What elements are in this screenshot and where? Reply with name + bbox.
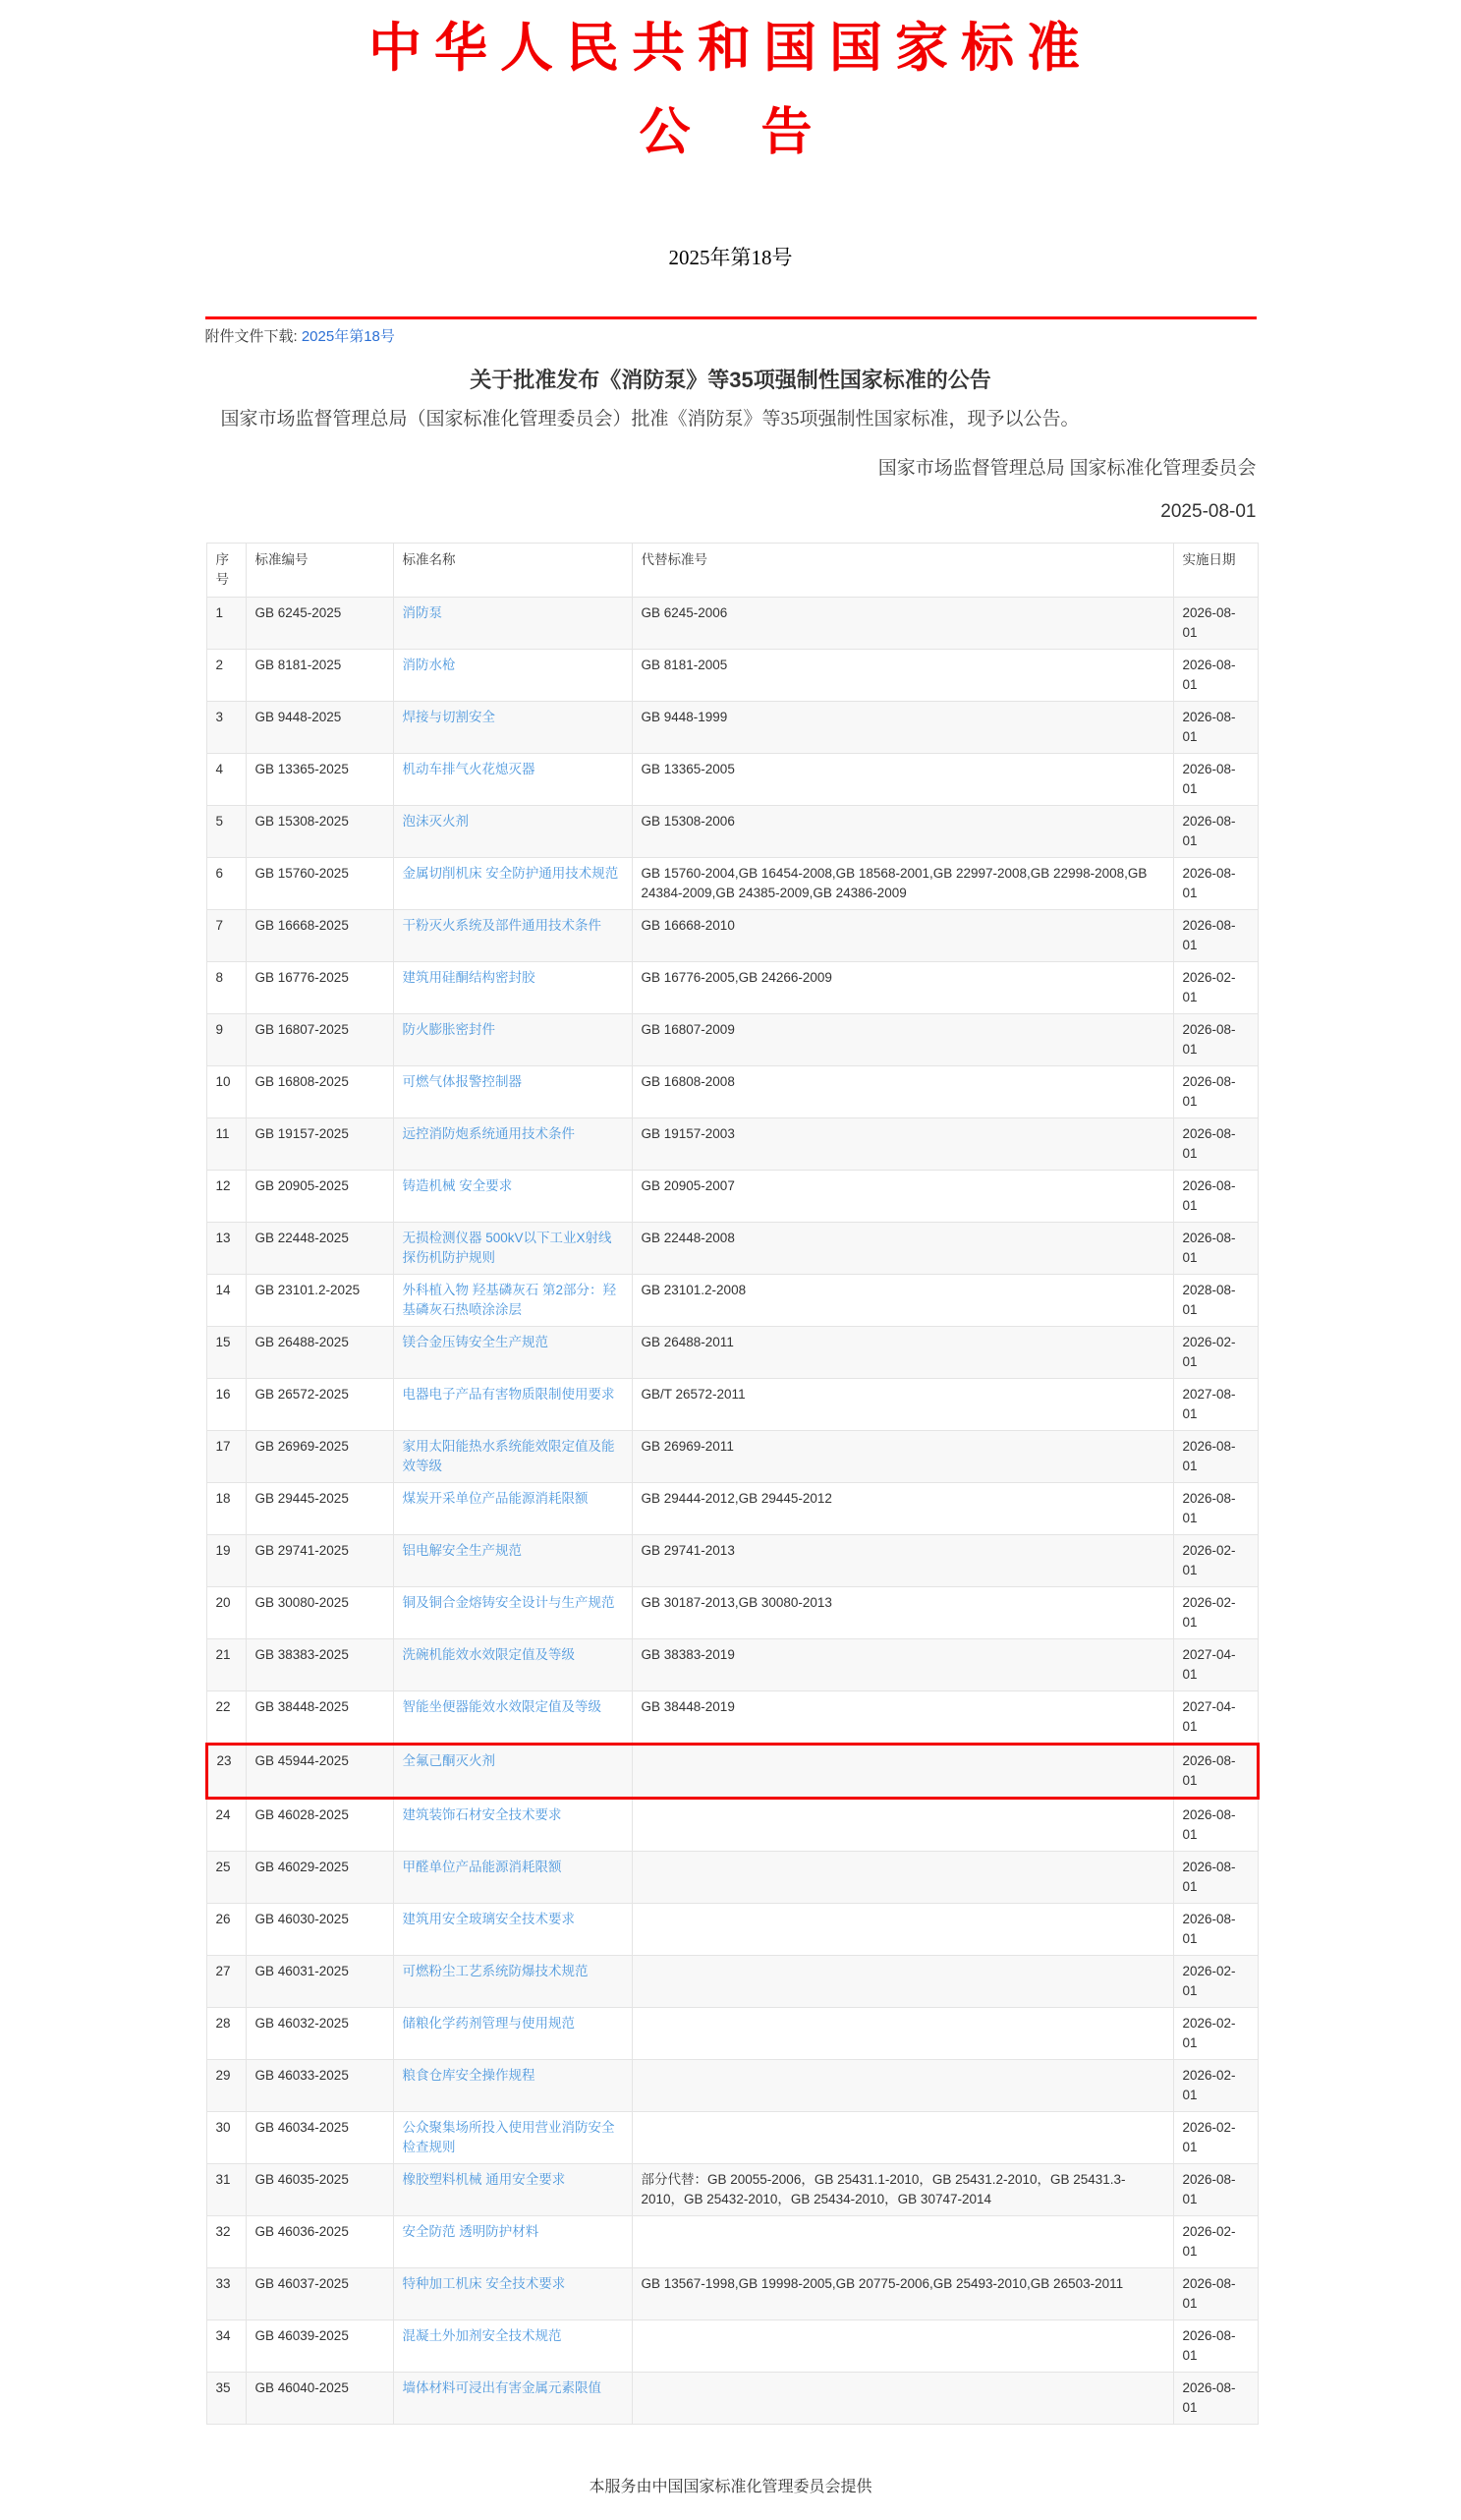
- standard-name-link[interactable]: 建筑用硅酮结构密封胶: [402, 969, 535, 985]
- cell-implementation-date: 2026-02-01: [1173, 1586, 1258, 1638]
- standard-name-link[interactable]: 可燃气体报警控制器: [402, 1073, 522, 1089]
- cell-standard-code: GB 46040-2025: [246, 2372, 393, 2424]
- cell-seq: 24: [206, 1798, 246, 1851]
- cell-replaced-codes: GB 16808-2008: [632, 1065, 1173, 1117]
- cell-standard-code: GB 46028-2025: [246, 1798, 393, 1851]
- cell-seq: 28: [206, 2007, 246, 2059]
- cell-seq: 31: [206, 2163, 246, 2215]
- table-row: [206, 2215, 1258, 2267]
- cell-implementation-date: 2026-08-01: [1173, 1013, 1258, 1065]
- cell-replaced-codes: [632, 1798, 1173, 1851]
- cell-seq: 27: [206, 1955, 246, 2007]
- cell-implementation-date: 2026-02-01: [1173, 2059, 1258, 2111]
- cell-seq: 20: [206, 1586, 246, 1638]
- cell-standard-code: GB 45944-2025: [246, 1744, 393, 1798]
- cell-implementation-date: 2026-08-01: [1173, 1903, 1258, 1955]
- cell-standard-code: GB 46036-2025: [246, 2215, 393, 2267]
- cell-standard-name: [393, 1955, 632, 2007]
- cell-replaced-codes: [632, 1903, 1173, 1955]
- standard-name-link[interactable]: 墙体材料可浸出有害金属元素限值: [402, 2379, 601, 2395]
- cell-implementation-date: 2026-08-01: [1173, 1170, 1258, 1222]
- cell-replaced-codes: GB 13365-2005: [632, 753, 1173, 805]
- cell-seq: 8: [206, 961, 246, 1013]
- cell-seq: 9: [206, 1013, 246, 1065]
- cell-replaced-codes: GB 22448-2008: [632, 1222, 1173, 1274]
- cell-standard-code: GB 26969-2025: [246, 1430, 393, 1482]
- cell-implementation-date: 2026-08-01: [1173, 1430, 1258, 1482]
- cell-replaced-codes: GB 38383-2019: [632, 1638, 1173, 1690]
- cell-seq: 16: [206, 1378, 246, 1430]
- cell-seq: 26: [206, 1903, 246, 1955]
- standard-name-link[interactable]: 甲醛单位产品能源消耗限额: [402, 1859, 562, 1874]
- cell-implementation-date: 2026-02-01: [1173, 2215, 1258, 2267]
- cell-standard-code: GB 19157-2025: [246, 1117, 393, 1170]
- cell-standard-code: GB 46033-2025: [246, 2059, 393, 2111]
- standard-name-link[interactable]: 煤炭开采单位产品能源消耗限额: [402, 1490, 589, 1506]
- cell-standard-code: GB 16668-2025: [246, 909, 393, 961]
- standard-name-link[interactable]: 机动车排气火花熄灭器: [402, 761, 535, 776]
- standard-name-link[interactable]: 金属切削机床 安全防护通用技术规范: [402, 865, 619, 881]
- cell-standard-name: [393, 1222, 632, 1274]
- standard-name-link[interactable]: 消防水枪: [402, 657, 456, 672]
- cell-seq: 25: [206, 1851, 246, 1903]
- table-row: [206, 1744, 1258, 1798]
- table-row: [206, 1690, 1258, 1744]
- cell-standard-code: GB 15760-2025: [246, 857, 393, 909]
- cell-standard-code: GB 46037-2025: [246, 2267, 393, 2320]
- table-row: [206, 1903, 1258, 1955]
- cell-standard-name: [393, 1851, 632, 1903]
- table-row: [206, 701, 1258, 753]
- table-row: [206, 2111, 1258, 2163]
- cell-replaced-codes: GB 20905-2007: [632, 1170, 1173, 1222]
- cell-standard-name: [393, 2007, 632, 2059]
- cell-seq: 11: [206, 1117, 246, 1170]
- cell-seq: 6: [206, 857, 246, 909]
- cell-implementation-date: 2026-08-01: [1173, 597, 1258, 649]
- cell-replaced-codes: [632, 1955, 1173, 2007]
- cell-implementation-date: 2026-08-01: [1173, 1117, 1258, 1170]
- issue-number: 2025年第18号: [668, 245, 793, 269]
- cell-standard-name: [393, 1586, 632, 1638]
- cell-implementation-date: 2026-02-01: [1173, 2007, 1258, 2059]
- cell-standard-code: GB 16808-2025: [246, 1065, 393, 1117]
- cell-standard-name: [393, 2372, 632, 2424]
- standard-name-link[interactable]: 建筑用安全玻璃安全技术要求: [402, 1911, 575, 1926]
- cell-seq: 2: [206, 649, 246, 701]
- publish-date: 2025-08-01: [1160, 500, 1257, 522]
- cell-standard-name: [393, 1534, 632, 1586]
- cell-seq: 1: [206, 597, 246, 649]
- cell-standard-name: [393, 961, 632, 1013]
- standard-name-link[interactable]: 泡沫灭火剂: [402, 813, 469, 829]
- standard-name-link[interactable]: 铝电解安全生产规范: [402, 1542, 522, 1558]
- cell-standard-code: GB 23101.2-2025: [246, 1274, 393, 1326]
- cell-standard-name: [393, 2111, 632, 2163]
- attachment-bar: [205, 326, 1257, 348]
- cell-implementation-date: 2026-08-01: [1173, 2320, 1258, 2372]
- cell-seq: 14: [206, 1274, 246, 1326]
- cell-replaced-codes: GB 15760-2004,GB 16454-2008,GB 18568-2001,GB 22997-2008,GB 22998-2008,GB 24384-2009,GB 24385-2009,GB 24386-2009: [632, 857, 1173, 909]
- cell-standard-name: [393, 1274, 632, 1326]
- cell-implementation-date: 2027-04-01: [1173, 1690, 1258, 1744]
- cell-seq: 33: [206, 2267, 246, 2320]
- table-row: [206, 1534, 1258, 1586]
- cell-standard-name: [393, 701, 632, 753]
- table-row: [206, 1065, 1258, 1117]
- standard-name-link[interactable]: 智能坐便器能效水效限定值及等级: [402, 1698, 601, 1714]
- cell-replaced-codes: GB 38448-2019: [632, 1690, 1173, 1744]
- table-row: [206, 2372, 1258, 2424]
- cell-implementation-date: 2026-08-01: [1173, 909, 1258, 961]
- cell-standard-code: GB 46032-2025: [246, 2007, 393, 2059]
- table-header-row: [206, 543, 1258, 597]
- cell-seq: 3: [206, 701, 246, 753]
- cell-replaced-codes: GB 6245-2006: [632, 597, 1173, 649]
- standard-name-link[interactable]: 消防泵: [402, 604, 442, 620]
- table-row: [206, 1326, 1258, 1378]
- cell-replaced-codes: 部分代替：GB 20055-2006，GB 25431.1-2010，GB 25431.2-2010，GB 25431.3-2010，GB 25432-2010，GB 25434-2010，GB 30747-2014: [632, 2163, 1173, 2215]
- table-row: [206, 2267, 1258, 2320]
- cell-implementation-date: 2026-08-01: [1173, 753, 1258, 805]
- table-row: [206, 1170, 1258, 1222]
- cell-replaced-codes: [632, 2059, 1173, 2111]
- cell-replaced-codes: [632, 1851, 1173, 1903]
- cell-replaced-codes: [632, 2111, 1173, 2163]
- table-row: [206, 1851, 1258, 1903]
- footer-note: 本服务由中国国家标准化管理委员会提供: [589, 2478, 872, 2495]
- cell-replaced-codes: GB 26969-2011: [632, 1430, 1173, 1482]
- cell-replaced-codes: GB 15308-2006: [632, 805, 1173, 857]
- cell-standard-name: [393, 1117, 632, 1170]
- page-title: 中华人民共和国国家标准: [368, 19, 1093, 78]
- standard-name-link[interactable]: 公众聚集场所投入使用营业消防安全检查规则: [402, 2119, 615, 2154]
- standard-name-link[interactable]: 建筑装饰石材安全技术要求: [402, 1806, 562, 1822]
- standards-table: [205, 543, 1260, 2425]
- table-row: [206, 857, 1258, 909]
- table-row: [206, 909, 1258, 961]
- standard-name-link[interactable]: 安全防范 透明防护材料: [402, 2223, 539, 2239]
- table-body: [206, 597, 1258, 2424]
- cell-standard-name: [393, 649, 632, 701]
- standard-name-link[interactable]: 储粮化学药剂管理与使用规范: [402, 2015, 575, 2031]
- cell-implementation-date: 2026-02-01: [1173, 1326, 1258, 1378]
- cell-standard-code: GB 46034-2025: [246, 2111, 393, 2163]
- cell-standard-name: [393, 2163, 632, 2215]
- cell-seq: 15: [206, 1326, 246, 1378]
- standard-name-link[interactable]: 防火膨胀密封件: [402, 1021, 495, 1037]
- announcement-title: 关于批准发布《消防泵》等35项强制性国家标准的公告: [470, 367, 991, 392]
- cell-standard-name: [393, 1690, 632, 1744]
- cell-replaced-codes: GB 29741-2013: [632, 1534, 1173, 1586]
- cell-seq: 34: [206, 2320, 246, 2372]
- table-row: [206, 961, 1258, 1013]
- cell-seq: 29: [206, 2059, 246, 2111]
- cell-standard-name: [393, 909, 632, 961]
- red-divider: [205, 316, 1257, 319]
- cell-standard-name: [393, 1482, 632, 1534]
- standard-name-link[interactable]: 焊接与切割安全: [402, 709, 495, 724]
- cell-implementation-date: 2026-08-01: [1173, 1798, 1258, 1851]
- cell-standard-name: [393, 1744, 632, 1798]
- issuing-agencies: 国家市场监督管理总局 国家标准化管理委员会: [877, 457, 1257, 479]
- cell-seq: 19: [206, 1534, 246, 1586]
- standard-name-link[interactable]: 特种加工机床 安全技术要求: [402, 2275, 566, 2291]
- cell-seq: 32: [206, 2215, 246, 2267]
- cell-implementation-date: 2027-08-01: [1173, 1378, 1258, 1430]
- cell-implementation-date: 2026-08-01: [1173, 2372, 1258, 2424]
- cell-replaced-codes: GB 26488-2011: [632, 1326, 1173, 1378]
- cell-seq: 17: [206, 1430, 246, 1482]
- attachment-label: 附件文件下载:: [204, 327, 298, 345]
- table-row: [206, 649, 1258, 701]
- cell-standard-name: [393, 2059, 632, 2111]
- cell-replaced-codes: [632, 2372, 1173, 2424]
- table-row: [206, 2163, 1258, 2215]
- table-row: [206, 1586, 1258, 1638]
- cell-standard-code: GB 29445-2025: [246, 1482, 393, 1534]
- attachment-link[interactable]: 2025年第18号: [301, 327, 395, 345]
- standard-name-link[interactable]: 干粉灭火系统及部件通用技术条件: [402, 917, 601, 933]
- cell-standard-code: GB 38383-2025: [246, 1638, 393, 1690]
- cell-standard-name: [393, 1170, 632, 1222]
- cell-standard-name: [393, 597, 632, 649]
- cell-replaced-codes: GB 29444-2012,GB 29445-2012: [632, 1482, 1173, 1534]
- cell-replaced-codes: GB 8181-2005: [632, 649, 1173, 701]
- cell-seq: 18: [206, 1482, 246, 1534]
- cell-standard-name: [393, 1326, 632, 1378]
- standard-name-link[interactable]: 铸造机械 安全要求: [402, 1177, 513, 1193]
- cell-implementation-date: 2026-08-01: [1173, 857, 1258, 909]
- table-row: [206, 1117, 1258, 1170]
- cell-replaced-codes: [632, 2007, 1173, 2059]
- cell-standard-code: GB 29741-2025: [246, 1534, 393, 1586]
- cell-standard-name: [393, 1378, 632, 1430]
- cell-replaced-codes: GB 16776-2005,GB 24266-2009: [632, 961, 1173, 1013]
- cell-seq: 4: [206, 753, 246, 805]
- col-header-standard-code: 标准编号: [246, 543, 393, 597]
- cell-seq: 35: [206, 2372, 246, 2424]
- cell-implementation-date: 2026-02-01: [1173, 2111, 1258, 2163]
- cell-seq: 23: [206, 1744, 246, 1798]
- cell-replaced-codes: GB/T 26572-2011: [632, 1378, 1173, 1430]
- standard-name-link[interactable]: 可燃粉尘工艺系统防爆技术规范: [402, 1963, 589, 1978]
- page-subtitle: 公 告: [639, 105, 822, 162]
- cell-replaced-codes: GB 13567-1998,GB 19998-2005,GB 20775-2006,GB 25493-2010,GB 26503-2011: [632, 2267, 1173, 2320]
- standard-name-link[interactable]: 远控消防炮系统通用技术条件: [402, 1125, 575, 1141]
- table-row: [206, 1955, 1258, 2007]
- cell-seq: 30: [206, 2111, 246, 2163]
- cell-implementation-date: 2026-08-01: [1173, 1482, 1258, 1534]
- col-header-seq: 序号: [206, 543, 246, 597]
- cell-replaced-codes: GB 16807-2009: [632, 1013, 1173, 1065]
- cell-standard-name: [393, 1903, 632, 1955]
- table-row: [206, 1430, 1258, 1482]
- cell-implementation-date: 2026-08-01: [1173, 701, 1258, 753]
- standard-name-link[interactable]: 电器电子产品有害物质限制使用要求: [402, 1386, 615, 1402]
- cell-standard-name: [393, 2215, 632, 2267]
- cell-implementation-date: 2026-08-01: [1173, 2163, 1258, 2215]
- cell-replaced-codes: GB 23101.2-2008: [632, 1274, 1173, 1326]
- cell-standard-code: GB 20905-2025: [246, 1170, 393, 1222]
- standard-name-link[interactable]: 橡胶塑料机械 通用安全要求: [402, 2171, 566, 2187]
- cell-standard-name: [393, 2320, 632, 2372]
- table-row: [206, 1482, 1258, 1534]
- standard-name-link[interactable]: 洗碗机能效水效限定值及等级: [402, 1646, 575, 1662]
- cell-standard-code: GB 46030-2025: [246, 1903, 393, 1955]
- cell-implementation-date: 2026-08-01: [1173, 1851, 1258, 1903]
- standard-name-link[interactable]: 家用太阳能热水系统能效限定值及能效等级: [402, 1438, 615, 1473]
- table-row: [206, 2059, 1258, 2111]
- table-row: [206, 2320, 1258, 2372]
- cell-standard-name: [393, 857, 632, 909]
- cell-implementation-date: 2026-08-01: [1173, 2267, 1258, 2320]
- table-row: [206, 1274, 1258, 1326]
- cell-seq: 7: [206, 909, 246, 961]
- cell-standard-code: GB 46039-2025: [246, 2320, 393, 2372]
- cell-standard-name: [393, 1065, 632, 1117]
- cell-implementation-date: 2026-02-01: [1173, 1534, 1258, 1586]
- cell-seq: 12: [206, 1170, 246, 1222]
- table-row: [206, 753, 1258, 805]
- cell-standard-name: [393, 753, 632, 805]
- col-header-replaced-codes: 代替标准号: [632, 543, 1173, 597]
- cell-standard-name: [393, 1013, 632, 1065]
- table-row: [206, 1013, 1258, 1065]
- standard-name-link[interactable]: 混凝土外加剂安全技术规范: [402, 2327, 562, 2343]
- table-row: [206, 805, 1258, 857]
- standard-name-link[interactable]: 全氟己酮灭火剂: [402, 1752, 495, 1768]
- cell-seq: 22: [206, 1690, 246, 1744]
- cell-standard-code: GB 8181-2025: [246, 649, 393, 701]
- table-row: [206, 1638, 1258, 1690]
- cell-standard-code: GB 26488-2025: [246, 1326, 393, 1378]
- standard-name-link[interactable]: 铜及铜合金熔铸安全设计与生产规范: [402, 1594, 615, 1610]
- cell-replaced-codes: GB 16668-2010: [632, 909, 1173, 961]
- cell-standard-code: GB 46029-2025: [246, 1851, 393, 1903]
- cell-implementation-date: 2026-08-01: [1173, 1065, 1258, 1117]
- cell-seq: 5: [206, 805, 246, 857]
- cell-standard-name: [393, 805, 632, 857]
- cell-standard-name: [393, 1798, 632, 1851]
- standard-name-link[interactable]: 镁合金压铸安全生产规范: [402, 1334, 548, 1349]
- cell-replaced-codes: GB 19157-2003: [632, 1117, 1173, 1170]
- cell-standard-code: GB 22448-2025: [246, 1222, 393, 1274]
- cell-replaced-codes: GB 30187-2013,GB 30080-2013: [632, 1586, 1173, 1638]
- cell-standard-code: GB 15308-2025: [246, 805, 393, 857]
- table-row: [206, 2007, 1258, 2059]
- cell-implementation-date: 2026-08-01: [1173, 649, 1258, 701]
- cell-implementation-date: 2026-08-01: [1173, 1744, 1258, 1798]
- cell-standard-name: [393, 1638, 632, 1690]
- col-header-standard-name: 标准名称: [393, 543, 632, 597]
- standard-name-link[interactable]: 粮食仓库安全操作规程: [402, 2067, 535, 2083]
- cell-replaced-codes: [632, 2320, 1173, 2372]
- cell-seq: 10: [206, 1065, 246, 1117]
- table-row: [206, 1378, 1258, 1430]
- cell-implementation-date: 2026-02-01: [1173, 961, 1258, 1013]
- cell-replaced-codes: [632, 1744, 1173, 1798]
- table-row: [206, 597, 1258, 649]
- cell-standard-name: [393, 2267, 632, 2320]
- announcement-body: 国家市场监督管理总局（国家标准化管理委员会）批准《消防泵》等35项强制性国家标准，现予以公告。: [220, 408, 1080, 430]
- table-row: [206, 1222, 1258, 1274]
- cell-standard-code: GB 46035-2025: [246, 2163, 393, 2215]
- cell-standard-code: GB 9448-2025: [246, 701, 393, 753]
- cell-standard-code: GB 38448-2025: [246, 1690, 393, 1744]
- announcement-page: [205, 18, 1257, 2520]
- cell-standard-code: GB 30080-2025: [246, 1586, 393, 1638]
- cell-implementation-date: 2026-08-01: [1173, 1222, 1258, 1274]
- standard-name-link[interactable]: 无损检测仪器 500kV以下工业X射线探伤机防护规则: [402, 1230, 612, 1265]
- cell-seq: 13: [206, 1222, 246, 1274]
- cell-standard-code: GB 16807-2025: [246, 1013, 393, 1065]
- cell-standard-code: GB 46031-2025: [246, 1955, 393, 2007]
- cell-implementation-date: 2026-08-01: [1173, 805, 1258, 857]
- cell-implementation-date: 2027-04-01: [1173, 1638, 1258, 1690]
- cell-standard-code: GB 16776-2025: [246, 961, 393, 1013]
- cell-replaced-codes: GB 9448-1999: [632, 701, 1173, 753]
- cell-standard-code: GB 26572-2025: [246, 1378, 393, 1430]
- cell-standard-code: GB 6245-2025: [246, 597, 393, 649]
- cell-implementation-date: 2026-02-01: [1173, 1955, 1258, 2007]
- cell-standard-code: GB 13365-2025: [246, 753, 393, 805]
- cell-replaced-codes: [632, 2215, 1173, 2267]
- cell-implementation-date: 2028-08-01: [1173, 1274, 1258, 1326]
- cell-seq: 21: [206, 1638, 246, 1690]
- cell-standard-name: [393, 1430, 632, 1482]
- table-row: [206, 1798, 1258, 1851]
- col-header-implementation-date: 实施日期: [1173, 543, 1258, 597]
- standard-name-link[interactable]: 外科植入物 羟基磷灰石 第2部分：羟基磷灰石热喷涂涂层: [402, 1282, 617, 1317]
